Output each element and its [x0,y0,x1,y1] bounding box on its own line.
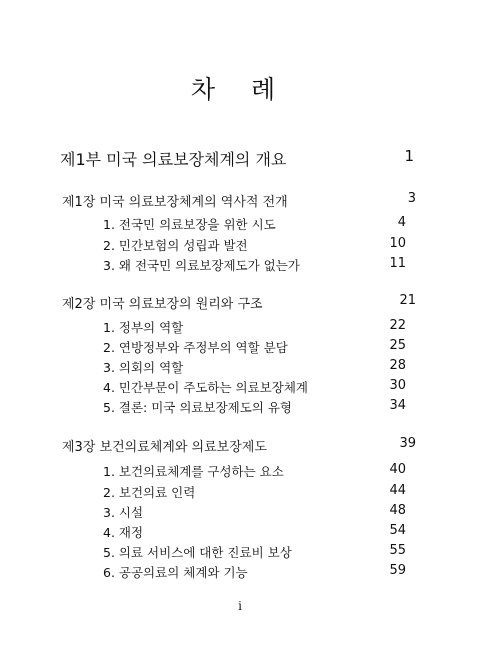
section-page-number: 34 [389,398,406,413]
section-label: 4. 민간부문이 주도하는 의료보장체계 [103,380,308,395]
part-label: 제1부 미국 의료보장체계의 개요 [60,150,287,169]
section-label: 3. 시설 [103,505,144,520]
section-page-number: 22 [389,318,406,333]
section-page-number: 28 [389,358,406,373]
toc-section-entry [0,318,480,338]
section-label: 1. 전국민 의료보장을 위한 시도 [103,217,276,232]
toc-section-entry [0,503,480,523]
toc-section-entry [0,483,480,503]
section-label: 3. 왜 전국민 의료보장제도가 없는가 [103,258,300,273]
section-page-number: 59 [389,563,406,578]
toc-section-entry [0,358,480,378]
toc-section-entry [0,236,480,256]
section-label: 5. 결론: 미국 의료보장제도의 유형 [103,400,293,415]
section-label: 1. 정부의 역할 [103,320,184,335]
section-label: 6. 공공의료의 체계와 기능 [103,565,248,580]
section-page-number: 54 [389,523,406,538]
toc-section-entry [0,378,480,398]
section-label: 5. 의료 서비스에 대한 진료비 보상 [103,545,292,560]
section-page-number: 25 [389,338,406,353]
section-page-number: 30 [389,378,406,393]
toc-section-entry [0,215,480,235]
toc-chapter-entry [0,293,480,313]
chapter-page-number: 39 [399,436,416,451]
chapter-label: 제1장 미국 의료보장체계의 역사적 전개 [62,195,288,210]
toc-section-entry [0,338,480,358]
section-page-number: 11 [389,256,406,271]
chapter-label: 제3장 보건의료체계와 의료보장제도 [62,440,267,455]
section-page-number: 4 [397,215,406,230]
toc-part-entry [0,147,480,167]
toc-chapter-entry [0,436,480,456]
section-page-number: 10 [389,236,406,251]
chapter-page-number: 21 [399,293,416,308]
toc-title: 차 례 [190,75,290,104]
section-label: 2. 보건의료 인력 [103,485,196,500]
toc-section-entry [0,563,480,583]
chapter-page-number: 3 [407,191,416,206]
toc-section-entry [0,256,480,276]
page-number-footer: i [238,599,242,613]
section-page-number: 55 [389,543,406,558]
section-page-number: 40 [389,462,406,477]
chapter-label: 제2장 미국 의료보장의 원리와 구조 [62,297,263,312]
section-label: 2. 민간보험의 성립과 발전 [103,238,248,253]
toc-section-entry [0,523,480,543]
section-label: 2. 연방정부와 주정부의 역할 분담 [103,340,288,355]
toc-section-entry [0,543,480,563]
section-label: 1. 보건의료체계를 구성하는 요소 [103,464,284,479]
part-page-number: 1 [404,147,414,165]
toc-section-entry [0,462,480,482]
section-label: 4. 재정 [103,525,144,540]
section-page-number: 48 [389,503,406,518]
section-label: 3. 의회의 역할 [103,360,184,375]
toc-chapter-entry [0,191,480,211]
toc-section-entry [0,398,480,418]
section-page-number: 44 [389,483,406,498]
